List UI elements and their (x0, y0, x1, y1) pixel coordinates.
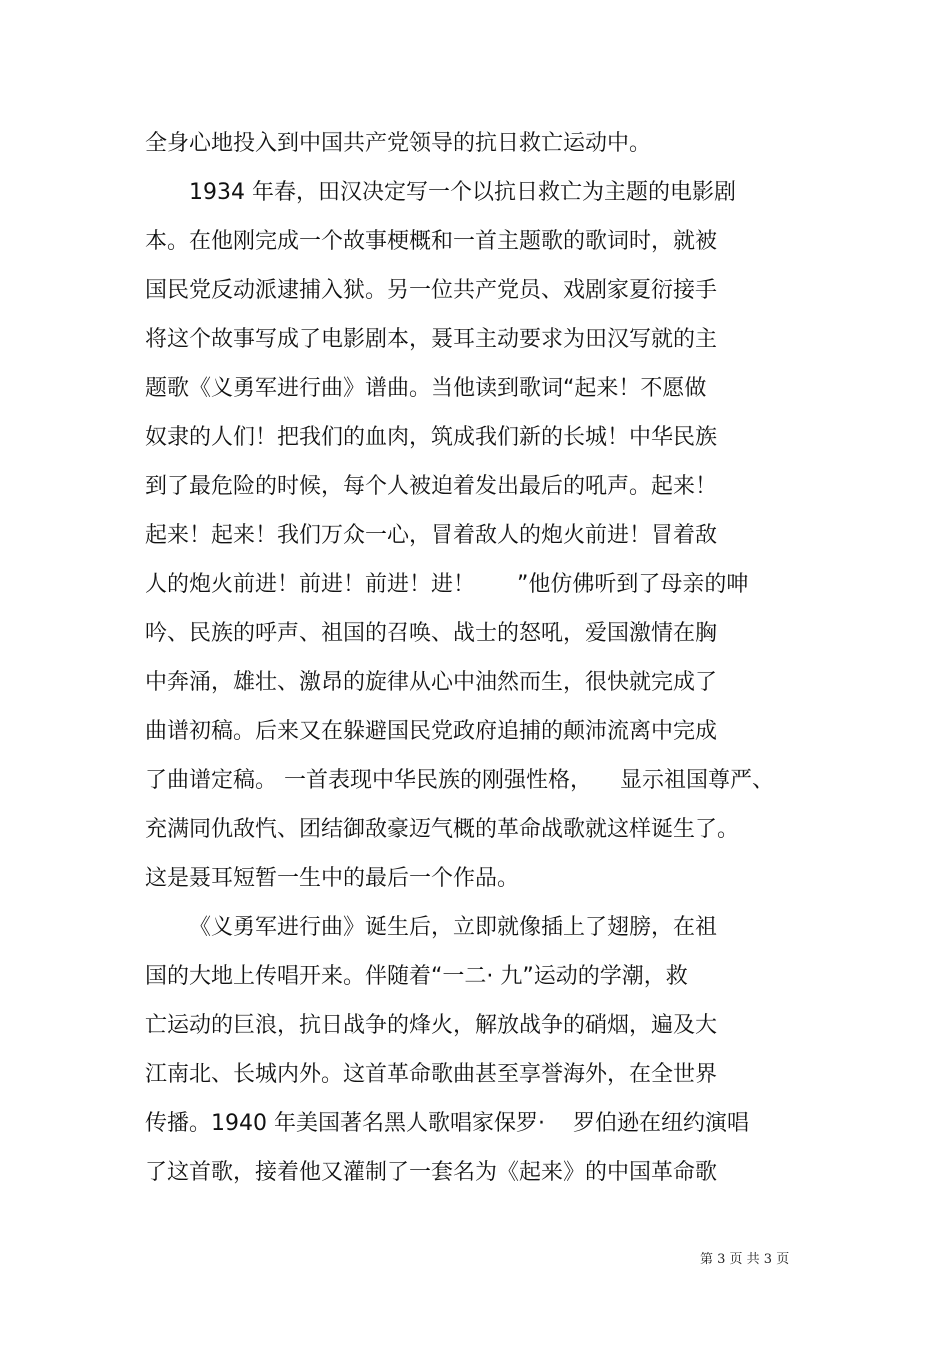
text-line: 传播。1940 年美国著名黑人歌唱家保罗· 罗伯逊在纽约演唱 (145, 1111, 749, 1136)
text-line: 题歌《义勇军进行曲》谱曲。当他读到歌词“起来！不愿做 (145, 376, 707, 401)
text-line-paragraph-start: 《义勇军进行曲》诞生后，立即就像插上了翅膀，在祖 (189, 915, 718, 940)
text-line: 到了最危险的时候，每个人被迫着发出最后的吼声。起来！ (145, 474, 718, 499)
text-line-paragraph-start: 1934 年春，田汉决定写一个以抗日救亡为主题的电影剧 (189, 180, 736, 205)
text-line: 将这个故事写成了电影剧本，聂耳主动要求为田汉写就的主 (145, 327, 718, 352)
text-line: 亡运动的巨浪，抗日战争的烽火，解放战争的硝烟，遍及大 (145, 1013, 718, 1038)
text-line: 中奔涌，雄壮、激昂的旋律从心中油然而生，很快就完成了 (145, 670, 718, 695)
text-line: 起来！起来！我们万众一心，冒着敌人的炮火前进！冒着敌 (145, 523, 718, 548)
text-line: 人的炮火前进！前进！前进！进！ ”他仿佛听到了母亲的呻 (145, 572, 749, 597)
text-line: 国的大地上传唱开来。伴随着“一二· 九”运动的学潮，救 (145, 964, 688, 989)
text-line: 充满同仇敌忾、团结御敌豪迈气概的革命战歌就这样诞生了。 (145, 817, 740, 842)
text-line: 吟、民族的呼声、祖国的召唤、战士的怒吼，爱国激情在胸 (145, 621, 718, 646)
text-line: 本。在他刚完成一个故事梗概和一首主题歌的歌词时，就被 (145, 229, 718, 254)
text-line: 奴隶的人们！把我们的血肉，筑成我们新的长城！中华民族 (145, 425, 718, 450)
text-line: 国民党反动派逮捕入狱。另一位共产党员、戏剧家夏衍接手 (145, 278, 718, 303)
text-line: 江南北、长城内外。这首革命歌曲甚至享誉海外，在全世界 (145, 1062, 718, 1087)
page-number-footer: 第 3 页 共 3 页 (700, 1252, 790, 1267)
text-line: 全身心地投入到中国共产党领导的抗日救亡运动中。 (145, 131, 652, 156)
body-text (145, 119, 845, 1197)
text-line: 了这首歌，接着他又灌制了一套名为《起来》的中国革命歌 (145, 1160, 718, 1185)
text-line: 曲谱初稿。后来又在躲避国民党政府追捕的颠沛流离中完成 (145, 719, 718, 744)
text-line: 了曲谱定稿。 一首表现中华民族的刚强性格， 显示祖国尊严、 (145, 768, 774, 793)
text-line: 这是聂耳短暂一生中的最后一个作品。 (145, 866, 520, 891)
